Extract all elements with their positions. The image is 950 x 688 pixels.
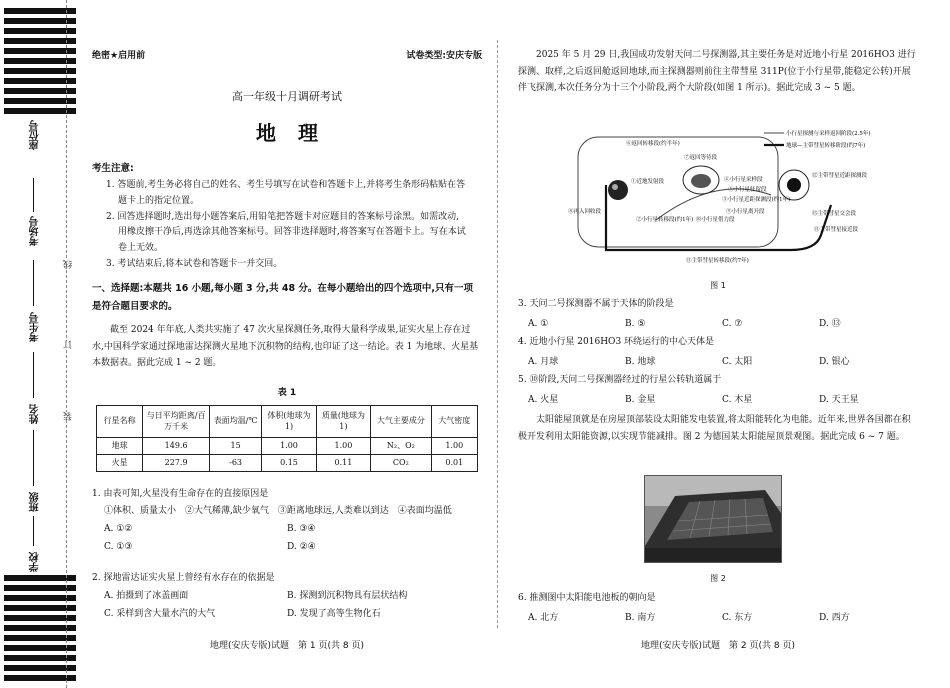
table-header-cell: 与日平均距离/百万千米 (143, 406, 210, 438)
binding-label-examinee: 考生号 (30, 312, 41, 342)
exam-title: 高一年级十月调研考试 (232, 90, 342, 103)
table-header-cell: 大气密度 (431, 406, 477, 438)
option-b[interactable]: B. 地球 (625, 356, 656, 367)
question-stem: 6. 推测图中太阳能电池板的朝向是 (518, 593, 656, 603)
stage-label: ③小行星近距探测段(约1年) (722, 197, 791, 203)
passage-1: 截至 2024 年年底,人类共实施了 47 次火星探测任务,取得大量科学成果,证实火星上存在过水,中国科学家通过探地雷达探测火星地下沉积物的结构,也印证了这一结论。表 1 为地球、火星基本数据表。据此完成 1 ~ 2 题。 (92, 325, 479, 369)
option-a[interactable]: A. ①② (104, 523, 133, 534)
binding-blank (33, 352, 34, 398)
option-d[interactable]: D. 发现了高等生物化石 (287, 608, 381, 619)
cut-mark-pack: 装 (64, 412, 74, 421)
binding-label-class: 班级 (30, 492, 41, 512)
figure-1-diagram (566, 125, 911, 275)
page-divider (497, 40, 498, 628)
question-items: ①体积、质量太小 ②大气稀薄,缺少氧气 ③距离地球远,人类难以到达 ④表面均温低 (104, 505, 452, 516)
table-cell: -63 (209, 455, 261, 472)
table-cell: 1.00 (431, 438, 477, 455)
option-b[interactable]: B. ⑤ (625, 318, 646, 329)
question-2 (92, 572, 482, 622)
binding-label-school: 学校 (30, 552, 41, 572)
option-c[interactable]: C. 木星 (722, 394, 753, 405)
stage-label: ⑩小行星借力段 (696, 217, 735, 223)
option-c[interactable]: C. 采样到含大量水汽的大气 (104, 608, 216, 619)
question-3 (518, 298, 918, 332)
table-row (97, 438, 478, 455)
option-a[interactable]: A. 月球 (528, 356, 559, 367)
binding-blank (33, 430, 34, 486)
legend-item: 小行星探测与采样返回阶段(2.5年) (786, 131, 871, 137)
table-cell: 1.00 (316, 438, 370, 455)
table-header-cell: 大气主要成分 (371, 406, 431, 438)
question-4 (518, 336, 918, 370)
solar-roof-image (645, 476, 782, 563)
table-header-row (97, 406, 478, 438)
note-item: 2. 回答选择题时,选出每小题答案后,用铅笔把答题卡对应题目的答案标号涂黑。如需改动,用橡皮擦干净后,再选涂其他答案标号。回答非选择题时,将答案写在答题卡上。写在本试卷上无效。 (106, 211, 466, 253)
question-options (92, 523, 482, 537)
earth-icon (608, 180, 628, 200)
binding-blank (33, 516, 34, 546)
stage-label: ④小行星采样段 (724, 177, 763, 183)
option-a[interactable]: A. 拍摄到了冰盖画面 (104, 590, 189, 601)
question-6 (518, 592, 918, 626)
table-cell: N₂、O₂ (371, 438, 431, 455)
asteroid-body (691, 174, 711, 188)
question-stem: 4. 近地小行星 2016HO3 环绕运行的中心天体是 (518, 337, 715, 347)
option-a[interactable]: A. ① (528, 318, 549, 329)
stage-label: ⑬主带彗星交会段 (812, 211, 857, 217)
table-cell: 227.9 (143, 455, 210, 472)
cut-mark-bind: 订 (64, 340, 74, 349)
page-header (92, 50, 482, 64)
question-options (518, 612, 918, 626)
option-d[interactable]: D. ⑬ (819, 318, 841, 329)
stage-label: ⑪主带彗星转移段(约7年) (686, 258, 749, 264)
table-row (97, 455, 478, 472)
stage-label: ⑪主带彗星接近段 (814, 227, 859, 233)
binding-strip (0, 0, 80, 688)
binding-label-room: 考场号 (30, 216, 41, 246)
passage-3: 太阳能屋顶就是在房屋顶部装设太阳能发电装置,将太阳能转化为电能。近年来,世界各国都在积极开发利用太阳能资源,以实现节能减排。图 2 为德国某太阳能屋顶景观图。据此完成 6 ~ 7 题。 (518, 415, 911, 442)
notes-title: 考生注意: (92, 163, 134, 174)
stage-label: ⑧再入回收段 (568, 209, 602, 215)
question-stem: 2. 探地雷达证实火星上曾经有水存在的依据是 (92, 573, 275, 583)
table-cell: 149.6 (143, 438, 210, 455)
note-item: 3. 考试结束后,将本试卷和答题卡一并交回。 (106, 258, 283, 269)
question-5 (518, 374, 918, 408)
stage-label: ⑫主带彗星近距探测段 (812, 173, 868, 179)
option-a[interactable]: A. 北方 (528, 612, 559, 623)
table-header-cell: 质量(地球为 1) (316, 406, 370, 438)
question-1 (92, 488, 482, 555)
earth-highlight (612, 184, 618, 190)
table-header-cell: 表面均温/℃ (209, 406, 261, 438)
notes-list (106, 178, 466, 273)
question-stem: 5. ⑩阶段,天问二号探测器经过的行星公转轨道属于 (518, 375, 722, 385)
option-c[interactable]: C. 太阳 (722, 356, 753, 367)
passage-2: 2025 年 5 月 29 日,我国成功发射天问二号探测器,其主要任务是对近地小行星 2016HO3 进行探测、取样,之后返回舱返回地球,而主探测器则前往主带彗星 311P(位于小行星带,能稳定公转)开展伴飞探测,本次任务分为十三个小阶段,两个大阶段(如图 1 所示)。据此完成 3 ~ 5 题。 (518, 50, 916, 94)
stage-label: ⑨小行星离开段 (726, 209, 765, 215)
binding-blank (33, 178, 34, 212)
page-1 (92, 0, 482, 688)
stage-label: ①近地发射段 (631, 179, 665, 185)
table-cell: CO₂ (371, 455, 431, 472)
table-cell: 0.15 (262, 455, 316, 472)
option-c[interactable]: C. ⑦ (722, 318, 743, 329)
table-caption: 表 1 (277, 388, 297, 398)
table-cell: 0.01 (431, 455, 477, 472)
stage-label: ②小行星转移段(约1年) (636, 217, 694, 223)
option-d[interactable]: D. 天王星 (819, 394, 859, 405)
comet-icon (787, 178, 801, 192)
table-cell: 地球 (97, 438, 143, 455)
legend-item: 地球—主带彗星转移阶段(约7年) (786, 143, 866, 149)
paper-type: 试卷类型:安庆专版 (406, 51, 482, 61)
table-header-cell: 体积(地球为 1) (262, 406, 316, 438)
question-options (518, 318, 918, 332)
question-options (92, 541, 482, 555)
stage-label: ⑥返回转移段(约半年) (626, 141, 680, 147)
figure-2-caption: 图 2 (710, 574, 726, 583)
question-stem: 1. 由表可知,火星没有生命存在的直接原因是 (92, 489, 269, 499)
option-d[interactable]: D. ②④ (287, 541, 316, 552)
table-cell: 火星 (97, 455, 143, 472)
question-options (518, 394, 918, 408)
stage-label: ⑦返回等待段 (684, 155, 718, 161)
question-options (518, 356, 918, 370)
table-cell: 0.11 (316, 455, 370, 472)
table-cell: 15 (209, 438, 261, 455)
table-cell: 1.00 (262, 438, 316, 455)
confidential-mark: 绝密★启用前 (92, 51, 146, 61)
note-item: 1. 答题前,考生务必将自己的姓名、考生号填写在试卷和答题卡上,并将考生条形码粘贴在答题卡上的指定位置。 (106, 180, 466, 206)
option-d[interactable]: D. 银心 (819, 356, 850, 367)
page-footer: 地理(安庆专版)试题 第 1 页(共 8 页) (210, 641, 364, 651)
question-options (92, 608, 482, 622)
data-table (96, 405, 478, 472)
option-d[interactable]: D. 西方 (819, 612, 850, 623)
subject-title: 地理 (256, 121, 340, 145)
binding-label-name: 姓名 (30, 404, 41, 424)
option-b[interactable]: B. 南方 (625, 612, 656, 623)
cut-mark-line: 线 (64, 260, 74, 269)
page-2 (518, 0, 918, 688)
solar-roof-photo (644, 475, 782, 563)
option-b[interactable]: B. 探测到沉积物具有层状结构 (287, 590, 408, 601)
binding-label-seat: 座位号 (30, 120, 41, 150)
table-header-cell: 行星名称 (97, 406, 143, 438)
figure-1-caption: 图 1 (710, 281, 726, 290)
option-b[interactable]: B. 金星 (625, 394, 656, 405)
question-options (92, 590, 482, 604)
section-title: 一、选择题:本题共 16 小题,每小题 3 分,共 48 分。在每小题给出的四个选项中,只有一项是符合题目要求的。 (92, 283, 474, 313)
binding-blank (33, 260, 34, 306)
option-c[interactable]: C. ①③ (104, 541, 133, 552)
transfer-arc (656, 189, 771, 220)
page-footer: 地理(安庆专版)试题 第 2 页(共 8 页) (641, 641, 795, 651)
question-stem: 3. 天问二号探测器不属于天体的阶段是 (518, 299, 674, 309)
option-a[interactable]: A. 火星 (528, 394, 559, 405)
option-c[interactable]: C. 东方 (722, 612, 753, 623)
option-b[interactable]: B. ③④ (287, 523, 316, 534)
stage-label: ⑤小行星驻留段 (728, 187, 767, 193)
